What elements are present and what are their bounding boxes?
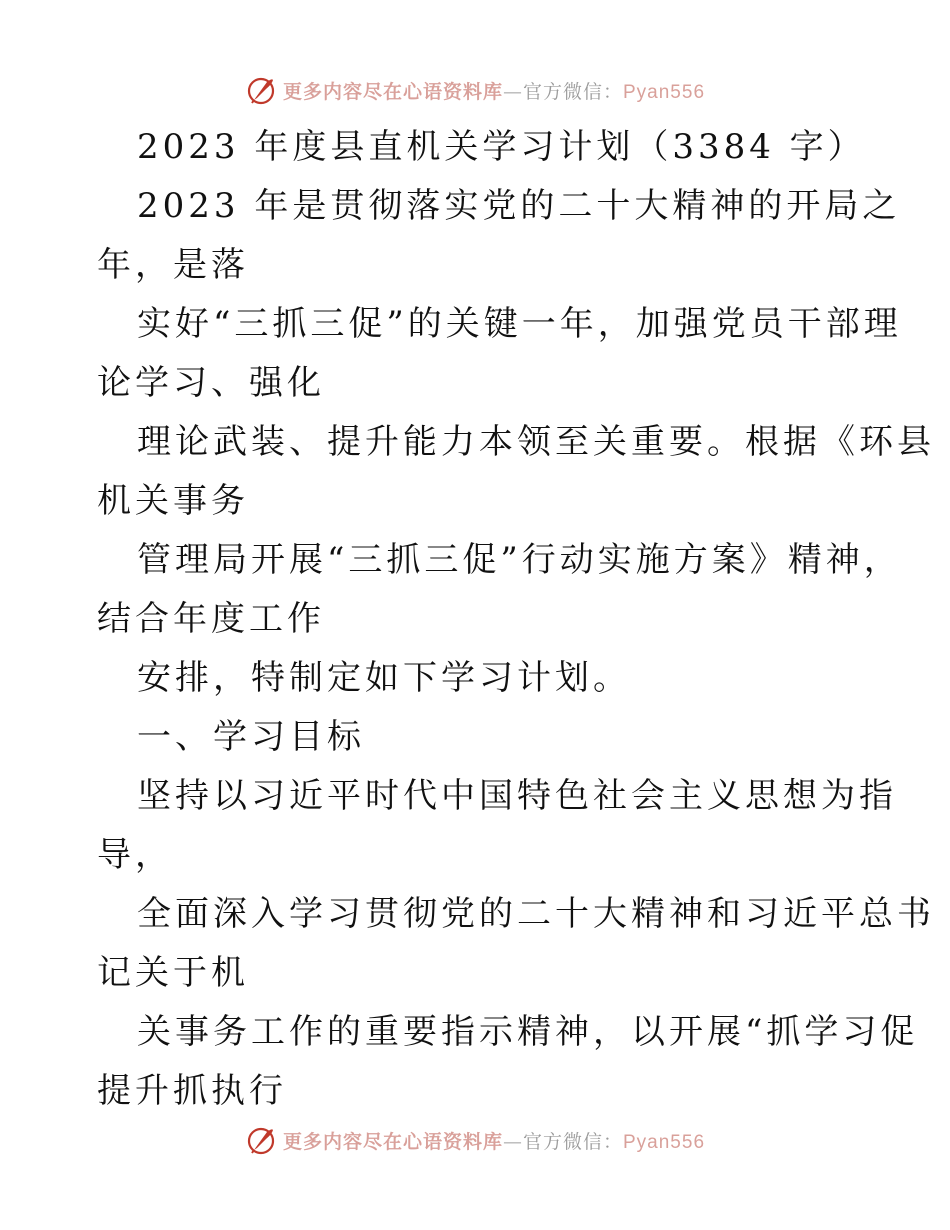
watermark-text bbox=[283, 1127, 705, 1154]
text-line: 结合年度工作 bbox=[97, 599, 325, 639]
text-line: 安排，特制定如下学习计划。 bbox=[137, 658, 631, 698]
text-line: 全面深入学习贯彻党的二十大精神和习近平总书 bbox=[137, 894, 935, 934]
text-line: 年，是落 bbox=[97, 245, 249, 285]
watermark-footer bbox=[0, 1120, 950, 1160]
text-line: 机关事务 bbox=[97, 481, 249, 521]
text-line: 记关于机 bbox=[97, 953, 249, 993]
document-body bbox=[97, 118, 935, 1121]
feather-pen-logo-icon bbox=[245, 1124, 277, 1156]
watermark-separator: — bbox=[502, 80, 523, 103]
text-line: 2023 年是贯彻落实党的二十大精神的开局之 bbox=[137, 186, 901, 226]
text-line: 理论武装、提升能力本领至关重要。根据《环县 bbox=[137, 422, 935, 462]
text-line: 一、学习目标 bbox=[137, 717, 365, 757]
watermark-header bbox=[0, 70, 950, 110]
watermark-brand: 更多内容尽在心语资料库 bbox=[282, 1130, 503, 1153]
text-line: 实好“三抓三促”的关键一年，加强党员干部理 bbox=[137, 304, 902, 344]
watermark-wechat-id: Pyan556 bbox=[623, 1131, 706, 1153]
watermark-label: 官方微信： bbox=[522, 1130, 623, 1153]
text-line: 坚持以习近平时代中国特色社会主义思想为指 bbox=[137, 776, 897, 816]
watermark-wechat-id: Pyan556 bbox=[623, 81, 706, 103]
feather-pen-logo-icon bbox=[245, 74, 277, 106]
text-line: 论学习、强化 bbox=[97, 363, 325, 403]
watermark-separator: — bbox=[502, 1130, 523, 1153]
watermark-label: 官方微信： bbox=[522, 80, 623, 103]
watermark-text bbox=[283, 77, 705, 104]
text-line: 导， bbox=[97, 835, 173, 875]
text-line: 关事务工作的重要指示精神，以开展“抓学习促 bbox=[137, 1012, 919, 1052]
document-title: 2023 年度县直机关学习计划（3384 字） bbox=[137, 127, 866, 167]
text-line: 提升抓执行 bbox=[97, 1071, 287, 1111]
text-line: 管理局开展“三抓三促”行动实施方案》精神， bbox=[137, 540, 902, 580]
watermark-brand: 更多内容尽在心语资料库 bbox=[282, 80, 503, 103]
